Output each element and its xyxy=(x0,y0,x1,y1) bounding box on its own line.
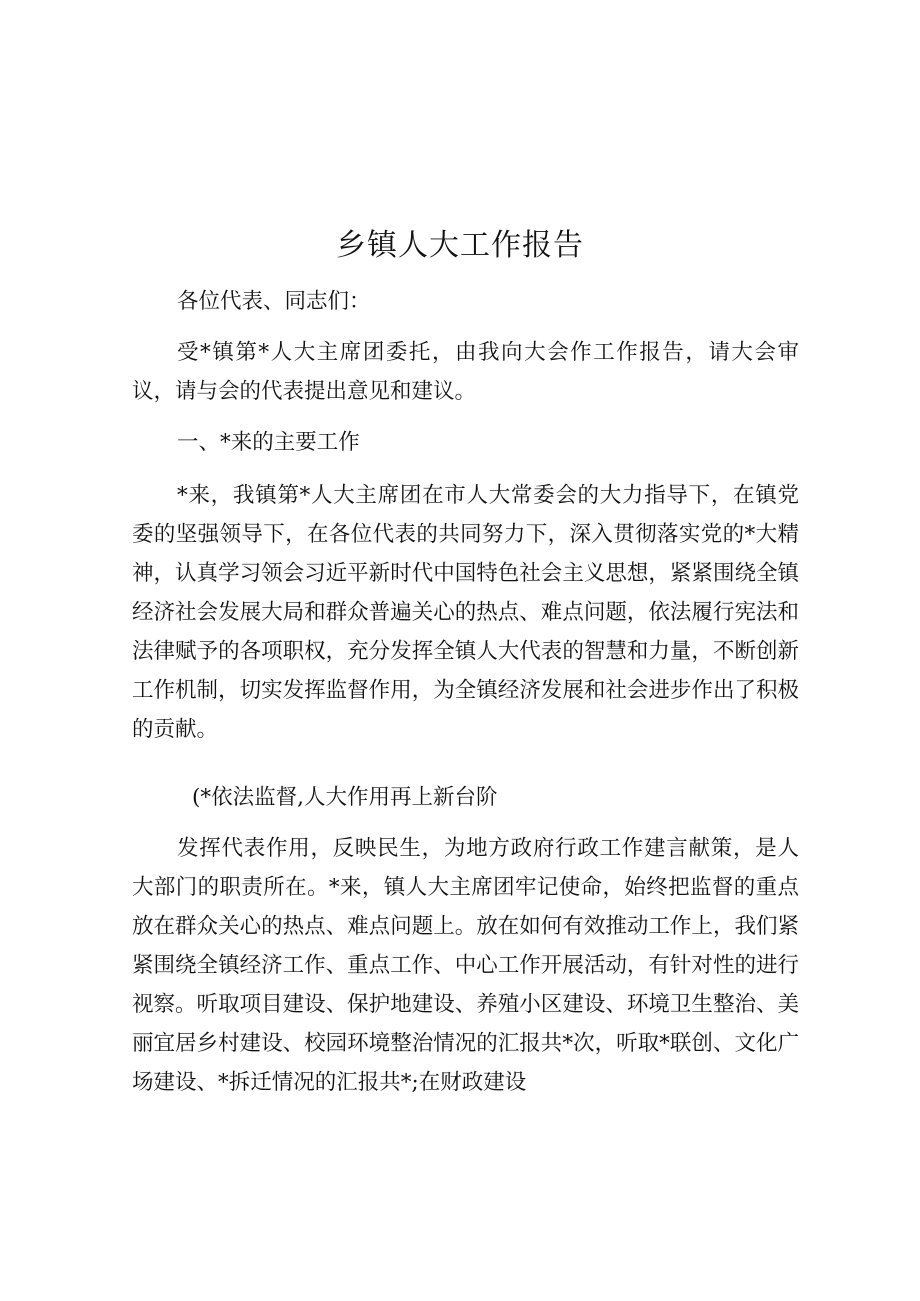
document-title: 乡镇人大工作报告 xyxy=(336,228,584,263)
salutation: 各位代表、同志们： xyxy=(177,289,371,314)
section-one-heading-block xyxy=(132,423,799,462)
intro-block xyxy=(132,333,799,411)
section-one-heading: 一、*来的主要工作 xyxy=(177,430,360,455)
salutation-block xyxy=(132,282,799,321)
section-one-paragraph: *来，我镇第*人大主席团在市人大常委会的大力指导下，在镇党委的坚强领导下，在各位代表的共同努力下，深入贯彻落实党的*大精神，认真学习领会习近平新时代中国特色社会主义思想，紧紧围绕全镇经济社会发展大局和群众普遍关心的热点、难点问题，依法履行宪法和法律赋予的各项职权，充分发挥全镇人大代表的智慧和力量，不断创新工作机制，切实发挥监督作用，为全镇经济发展和社会进步作出了积极的贡献。 xyxy=(132,483,799,742)
subsection-paragraph: 发挥代表作用，反映民生，为地方政府行政工作建言献策，是人大部门的职责所在。*来，镇人大主席团牢记使命，始终把监督的重点放在群众关心的热点、难点问题上。放在如何有效推动工作上，我们紧紧围绕全镇经济工作、重点工作、中心工作开展活动，有针对性的进行视察。听取项目建设、保护地建设、养殖小区建设、环境卫生整治、美丽宜居乡村建设、校园环境整治情况的汇报共*次，听取*联创、文化广场建设、*拆迁情况的汇报共*;在财政建设 xyxy=(132,836,799,1095)
subsection-heading-block xyxy=(132,778,799,817)
subsection-heading: (*依法监督,人大作用再上新台阶 xyxy=(192,785,498,810)
intro-paragraph: 受*镇第*人大主席团委托，由我向大会作工作报告，请大会审议，请与会的代表提出意见和建议。 xyxy=(132,340,799,404)
section-one-body-block xyxy=(132,476,799,749)
subsection-body-block xyxy=(132,829,799,1102)
